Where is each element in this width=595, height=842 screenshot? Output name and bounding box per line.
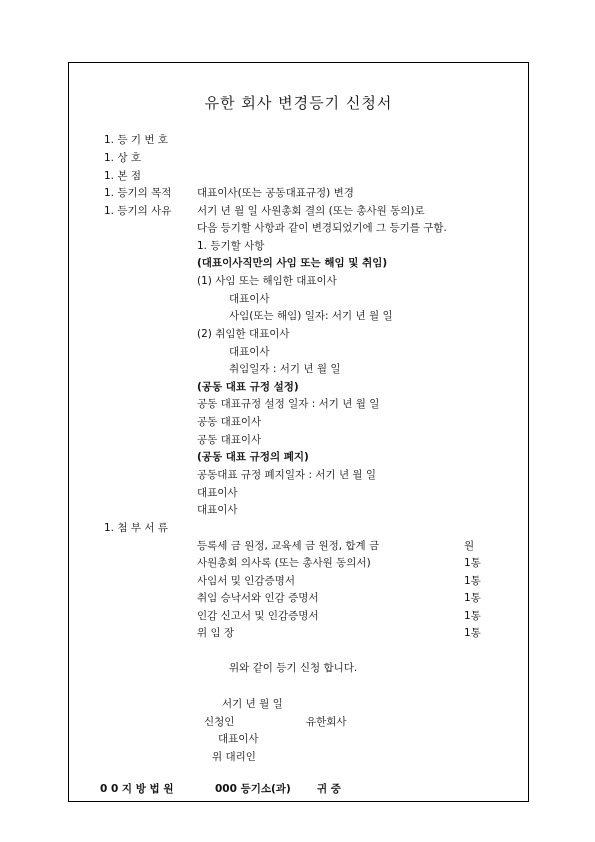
application-statement: 위와 같이 등기 신청 합니다. [229,662,358,674]
section-joint-rep-abolish-heading: (공동 대표 규정의 폐지) [197,451,309,463]
resigned-director-subheading: (1) 사임 또는 해임한 대표이사 [197,275,337,287]
agent-label: 위 대리인 [212,751,256,763]
registry-office: 000 등기소(과) [215,783,291,795]
joint-rep-set-date: 공동 대표규정 설정 일자 : 서기 년 월 일 [197,398,380,410]
attachment-count: 1통 [464,575,481,587]
field-purpose-label: 1. 등기의 목적 [104,187,172,199]
signature-date-line: 서기 년 월 일 [222,698,283,710]
resignation-date: 사임(또는 해임) 일자: 서기 년 월 일 [229,310,393,322]
applicant-label: 신청인 [204,716,235,728]
section-joint-rep-set-heading: (공동 대표 규정 설정) [197,381,299,393]
attachment-item: 위 임 장 [197,627,235,639]
joint-rep-1: 공동 대표이사 [197,416,262,428]
attachment-item: 인감 신고서 및 인감증명서 [197,610,319,622]
attachment-item: 취임 승낙서와 인감 증명서 [197,592,319,604]
document-title: 유한 회사 변경등기 신청서 [204,94,393,112]
representative-label: 대표이사 [218,733,259,745]
attachment-count: 1통 [464,627,481,639]
company-type: 유한회사 [306,716,347,728]
field-registration-number-label: 1. 등 기 번 호 [104,134,168,146]
attachment-count: 1통 [464,592,481,604]
field-purpose-value: 대표이사(또는 공동대표규정) 변경 [197,187,354,199]
resigned-director-title: 대표이사 [229,293,270,305]
appointed-director-subheading: (2) 취임한 대표이사 [197,328,290,340]
abolish-rep-1: 대표이사 [197,487,238,499]
attachment-count: 1통 [464,557,481,569]
field-company-name-label: 1. 상 호 [104,152,141,164]
joint-rep-2: 공동 대표이사 [197,434,262,446]
attachment-count: 원 [464,540,475,552]
field-head-office-label: 1. 본 점 [104,170,141,182]
attachment-item: 등록세 금 원정, 교육세 금 원정, 합계 금 [197,540,380,552]
field-reason-continued: 다음 등기할 사항과 같이 변경되었기에 그 등기를 구함. [197,222,447,234]
attachment-count: 1통 [464,610,481,622]
field-reason-label: 1. 등기의 사유 [104,205,172,217]
joint-rep-abolish-date: 공동대표 규정 폐지일자 : 서기 년 월 일 [197,469,377,481]
appointed-director-title: 대표이사 [229,346,270,358]
section-resignation-heading: (대표이사직만의 사임 또는 해임 및 취임) [197,257,388,269]
abolish-rep-2: 대표이사 [197,504,238,516]
court-name: 0 0 지 방 법 원 [100,783,174,795]
attachment-item: 사원총회 의사록 (또는 총사원 동의서) [197,557,371,569]
items-heading: 1. 등기할 사항 [197,240,265,252]
appointment-date: 취임일자 : 서기 년 월 일 [229,363,341,375]
attachments-label: 1. 첨 부 서 류 [104,522,168,534]
attachment-item: 사임서 및 인감증명서 [197,575,295,587]
field-reason-value: 서기 년 월 일 사원총회 결의 (또는 총사원 동의)로 [197,205,425,217]
addressee-honorific: 귀 중 [317,783,341,795]
